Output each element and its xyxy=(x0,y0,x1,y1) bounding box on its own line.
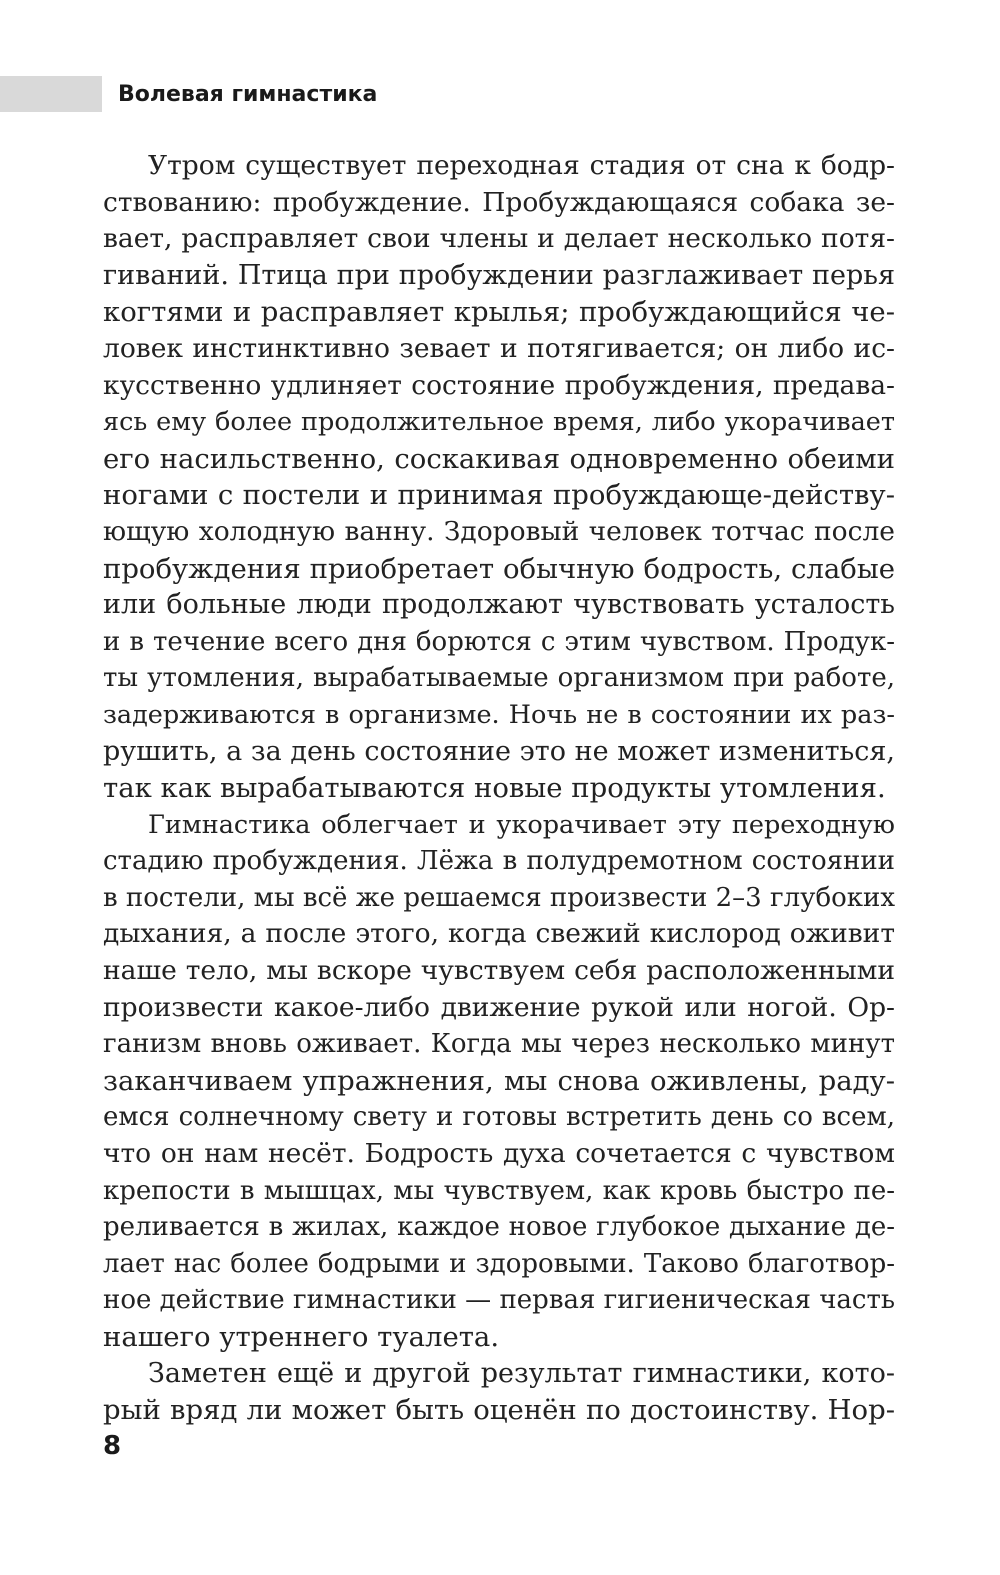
running-head-bar xyxy=(0,76,102,112)
text-line: так как вырабатываются новые продукты утомления. xyxy=(103,772,886,805)
text-line: ствованию: пробуждение. Пробуждающаяся собака зе- xyxy=(103,186,895,218)
text-line: Гимнастика облегчает и укорачивает эту переходную xyxy=(148,809,895,840)
text-line: ганизм вновь оживает. Когда мы через несколько минут xyxy=(103,1029,895,1060)
text-line: ющую холодную ванну. Здоровый человек тотчас после xyxy=(103,515,895,547)
text-line: задерживаются в организме. Ночь не в состоянии их раз- xyxy=(103,699,895,730)
text-line: в постели, мы всё же решаемся произвести 2–3 глубоких xyxy=(103,882,895,913)
text-line: емся солнечному свету и готовы встретить день со всем, xyxy=(103,1102,895,1133)
page-number: 8 xyxy=(103,1431,122,1461)
text-line: ясь ему более продолжительное время, либо укорачивает xyxy=(103,407,895,438)
text-line: дыхания, а после этого, когда свежий кислород оживит xyxy=(103,918,895,950)
text-line: ловек инстинктивно зевает и потягивается; он либо ис- xyxy=(103,332,895,364)
text-line: рый вряд ли может быть оценён по достоинству. Нор- xyxy=(103,1394,895,1427)
text-line: лает нас более бодрыми и здоровыми. Таково благотвор- xyxy=(103,1248,895,1279)
text-line: гиваний. Птица при пробуждении разглаживает перья xyxy=(103,259,895,291)
text-line: или больные люди продолжают чувствовать усталость xyxy=(103,589,895,621)
text-line: когтями и расправляет крылья; пробуждающийся че- xyxy=(103,296,895,329)
body-text xyxy=(103,148,895,1429)
text-line: нашего утреннего туалета. xyxy=(103,1321,500,1353)
text-line: и в течение всего дня борются с этим чувством. Продук- xyxy=(103,626,895,657)
text-line: крепости в мышцах, мы чувствуем, как кровь быстро пе- xyxy=(103,1175,895,1206)
text-line: его насильственно, соскакивая одновременно обеими xyxy=(103,442,895,475)
text-line: вает, расправляет свои члены и делает несколько потя- xyxy=(103,223,895,255)
text-line: ное действие гимнастики — первая гигиеническая часть xyxy=(103,1285,895,1316)
text-line: заканчиваем упражнения, мы снова оживлены, раду- xyxy=(103,1064,895,1097)
text-line: ты утомления, вырабатываемые организмом при работе, xyxy=(103,663,895,694)
text-line: стадию пробуждения. Лёжа в полудремотном состоянии xyxy=(103,846,895,877)
running-head-title: Волевая гимнастика xyxy=(118,82,378,107)
text-line: пробуждения приобретает обычную бодрость, слабые xyxy=(103,552,895,585)
text-line: рушить, а за день состояние это не может измениться, xyxy=(103,735,895,767)
text-line: Утром существует переходная стадия от сна к бодр- xyxy=(148,150,895,181)
text-line: кусственно удлиняет состояние пробуждения, предава- xyxy=(103,369,895,401)
text-line: Заметен ещё и другой результат гимнастики, кото- xyxy=(148,1357,895,1389)
text-line: что он нам несёт. Бодрость духа сочетается с чувством xyxy=(103,1138,895,1170)
text-line: наше тело, мы вскоре чувствуем себя расположенными xyxy=(103,955,895,987)
text-line: ногами с постели и принимая пробуждающе-действу- xyxy=(103,479,895,512)
text-line: произвести какое-либо движение рукой или ногой. Ор- xyxy=(103,991,895,1023)
text-line: реливается в жилах, каждое новое глубокое дыхание де- xyxy=(103,1212,895,1243)
